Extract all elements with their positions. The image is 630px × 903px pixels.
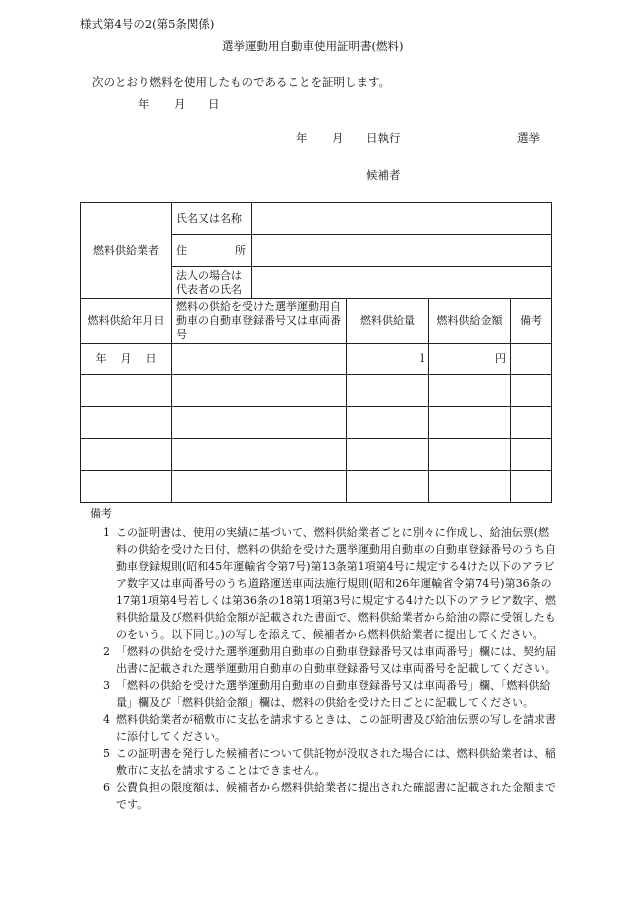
name-field[interactable] bbox=[252, 203, 552, 235]
note-item bbox=[80, 779, 560, 813]
row-remarks-cell[interactable] bbox=[511, 344, 552, 375]
price-unit: 円 bbox=[495, 352, 506, 366]
row-remarks-cell[interactable] bbox=[511, 375, 552, 407]
row-amount-cell[interactable] bbox=[347, 407, 429, 439]
note-item bbox=[80, 677, 560, 711]
note-text: 「燃料の供給を受けた選挙運動用自動車の自動車登録番号又は車両番号」欄には、契約届出書に記載された選挙運動用自動車の自動車登録番号又は車両番号を記載してください。 bbox=[116, 645, 556, 675]
row-date-cell[interactable] bbox=[81, 344, 172, 375]
fuel-supply-table bbox=[80, 202, 552, 503]
election-year: 年 bbox=[296, 131, 308, 145]
note-text: この証明書は、使用の実績に基づいて、燃料供給業者ごとに別々に作成し、給油伝票(燃料の供給を受けた日付、燃料の供給を受けた選挙運動用自動車の自動車登録番号のうち自動車登録規則(昭和45年運輸省令第7号)第13条第1項第4号に規定する4けた以下のアラビア数字又は車両番号のうち道路運送車両法施行規則(昭和26年運輸省令第74号)第36条の17第1項第4号若しくは第36条の18第1項第3号に規定する4けた以下のアラビア数字、燃料供給量及び燃料供給金額が記載された書面で、燃料供給業者から給油の際に受領したものをいう。以下同じ。)の写しを添えて、候補者から燃料供給業者に提出してください。 bbox=[116, 526, 556, 641]
address-field[interactable] bbox=[252, 235, 552, 267]
note-number: 2 bbox=[103, 645, 110, 658]
row-amount-cell[interactable] bbox=[347, 471, 429, 503]
address-label bbox=[172, 235, 252, 267]
representative-label-line1: 法人の場合は bbox=[176, 268, 242, 282]
note-text: 「燃料の供給を受けた選挙運動用自動車の自動車登録番号又は車両番号」欄、「燃料供給量」欄及び「燃料供給金額」欄は、燃料の供給を受けた日ごとに記載してください。 bbox=[116, 679, 551, 709]
cert-date-month: 月 bbox=[174, 97, 186, 111]
row-amount-cell[interactable] bbox=[347, 439, 429, 471]
note-number: 4 bbox=[103, 713, 110, 726]
note-item bbox=[80, 524, 560, 643]
representative-label-line2: 代表者の氏名 bbox=[176, 282, 242, 296]
col-header-price: 燃料供給金額 bbox=[429, 299, 511, 344]
supplier-label: 燃料供給業者 bbox=[81, 203, 172, 299]
address-label-2: 所 bbox=[235, 243, 246, 257]
row-vehicle-cell[interactable] bbox=[172, 344, 347, 375]
row-date-year: 年 bbox=[95, 352, 107, 366]
representative-field[interactable] bbox=[252, 267, 552, 299]
col-header-remarks: 備考 bbox=[511, 299, 552, 344]
row-date-cell[interactable] bbox=[81, 471, 172, 503]
row-price-cell[interactable] bbox=[429, 439, 511, 471]
row-price-cell[interactable] bbox=[429, 407, 511, 439]
notes-section bbox=[80, 505, 560, 813]
row-date-day: 日 bbox=[145, 352, 157, 366]
candidate-label: 候補者 bbox=[366, 168, 401, 182]
table-row bbox=[81, 439, 552, 471]
row-vehicle-cell[interactable] bbox=[172, 375, 347, 407]
note-text: 燃料供給業者が稲敷市に支払を請求するときは、この証明書及び給油伝票の写しを請求書に添付してください。 bbox=[116, 713, 556, 743]
col-header-vehicle: 燃料の供給を受けた選挙運動用自動車の自動車登録番号又は車両番号 bbox=[172, 299, 347, 344]
row-vehicle-cell[interactable] bbox=[172, 471, 347, 503]
note-text: 公費負担の限度額は、候補者から燃料供給業者に提出された確認書に記載された金額までです。 bbox=[116, 781, 556, 811]
row-vehicle-cell[interactable] bbox=[172, 439, 347, 471]
document-title: 選挙運動用自動車使用証明書(燃料) bbox=[222, 39, 404, 53]
election-month: 月 bbox=[332, 131, 344, 145]
row-price-cell[interactable] bbox=[429, 375, 511, 407]
row-remarks-cell[interactable] bbox=[511, 407, 552, 439]
form-code: 様式第4号の2(第5条関係) bbox=[80, 17, 215, 31]
table-row bbox=[81, 344, 552, 375]
table-row bbox=[81, 375, 552, 407]
row-amount-cell[interactable] bbox=[347, 344, 429, 375]
row-amount-cell[interactable] bbox=[347, 375, 429, 407]
row-vehicle-cell[interactable] bbox=[172, 407, 347, 439]
row-date-cell[interactable] bbox=[81, 439, 172, 471]
amount-unit: l bbox=[420, 352, 424, 366]
certification-statement: 次のとおり燃料を使用したものであることを証明します。 bbox=[92, 75, 391, 89]
table-row bbox=[81, 471, 552, 503]
row-date-cell[interactable] bbox=[81, 407, 172, 439]
cert-date-year: 年 bbox=[138, 97, 150, 111]
election-label: 選挙 bbox=[517, 131, 540, 145]
note-item bbox=[80, 745, 560, 779]
note-number: 5 bbox=[103, 747, 110, 760]
note-number: 6 bbox=[103, 781, 110, 794]
note-item bbox=[80, 711, 560, 745]
col-header-amount: 燃料供給量 bbox=[347, 299, 429, 344]
row-date-cell[interactable] bbox=[81, 375, 172, 407]
row-remarks-cell[interactable] bbox=[511, 471, 552, 503]
note-number: 3 bbox=[103, 679, 110, 692]
table-row bbox=[81, 407, 552, 439]
note-item bbox=[80, 643, 560, 677]
name-label: 氏名又は名称 bbox=[172, 203, 252, 235]
row-price-cell[interactable] bbox=[429, 471, 511, 503]
representative-label bbox=[172, 267, 252, 299]
note-number: 1 bbox=[103, 526, 110, 539]
cert-date-day: 日 bbox=[208, 97, 220, 111]
row-remarks-cell[interactable] bbox=[511, 439, 552, 471]
notes-heading: 備考 bbox=[90, 507, 112, 520]
row-price-cell[interactable] bbox=[429, 344, 511, 375]
note-text: この証明書を発行した候補者について供託物が没収された場合には、燃料供給業者は、稲敷市に支払を請求することはできません。 bbox=[116, 747, 556, 777]
address-label-1: 住 bbox=[176, 243, 187, 257]
election-day-held: 日執行 bbox=[366, 131, 401, 145]
row-date-month: 月 bbox=[120, 352, 132, 366]
col-header-date: 燃料供給年月日 bbox=[81, 299, 172, 344]
